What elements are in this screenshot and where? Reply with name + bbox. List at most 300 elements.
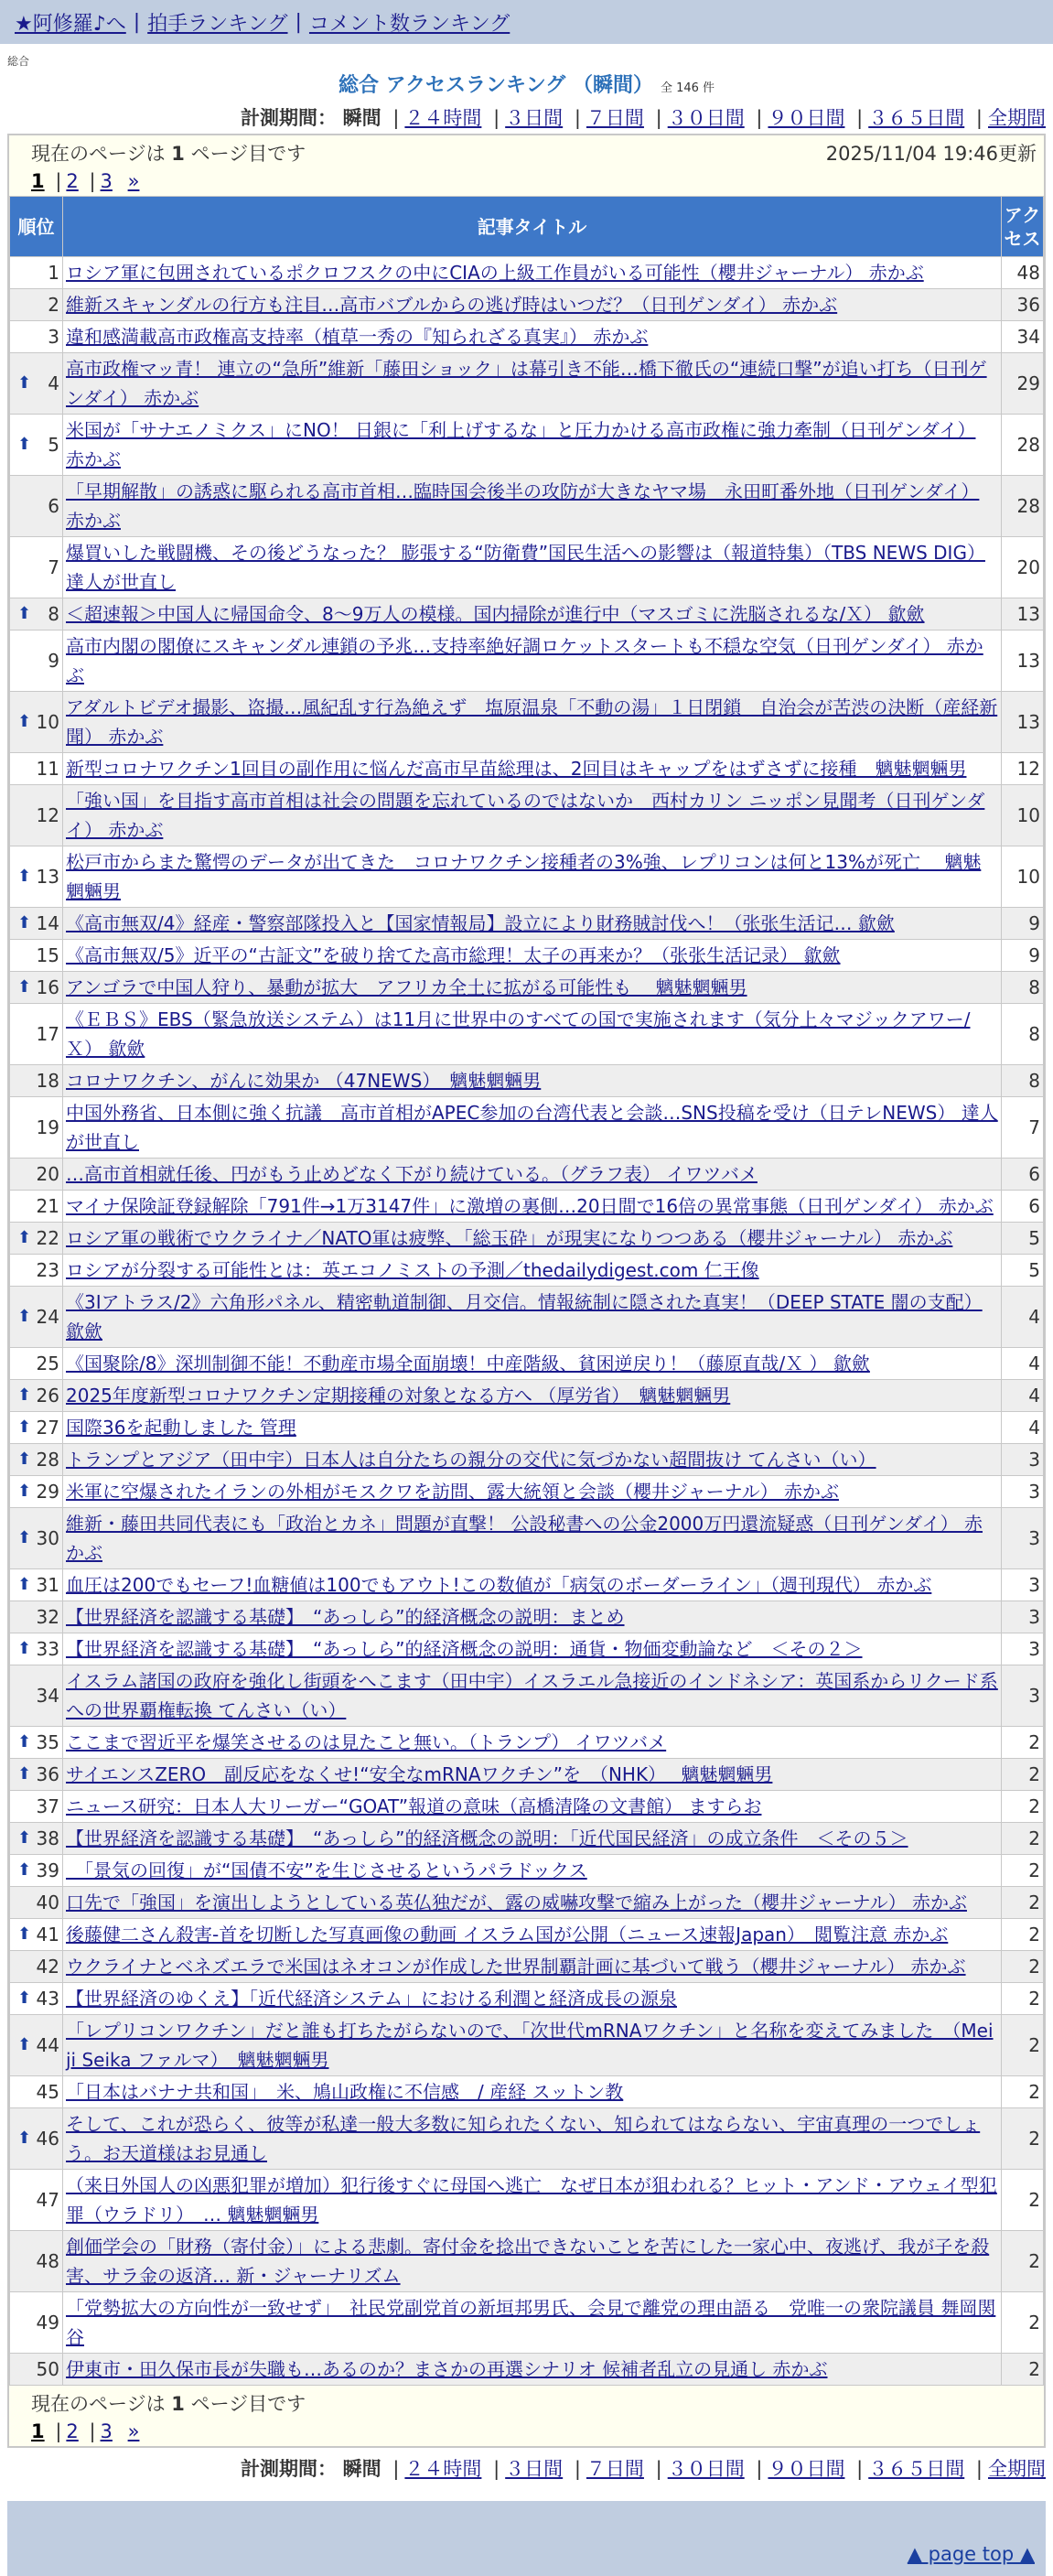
rank-up-arrow-icon: ⬆ [17, 1828, 32, 1848]
rank-up-arrow-icon: ⬆ [17, 1307, 32, 1326]
title-cell [63, 1444, 1002, 1476]
table-row [10, 2015, 1044, 2076]
pager-link-3-bottom[interactable]: 3 [100, 2420, 113, 2442]
total-count: 全 146 件 [660, 81, 715, 95]
rank-number: 38 [36, 1827, 59, 1849]
table-row [10, 353, 1044, 415]
title-cell [63, 1633, 1002, 1665]
rank-number: 41 [36, 1924, 59, 1945]
rank-up-arrow-icon: ⬆ [17, 1860, 32, 1880]
page-title-text: 総合 アクセスランキング （瞬間） [338, 74, 653, 97]
title-cell [63, 1223, 1002, 1255]
article-link[interactable]: 《ＥＢＳ》EBS（緊急放送システム）は11月に世界中のすべての国で実施されます（気分上々マジックアワー/Ｘ） 歙歛 [66, 1008, 971, 1060]
rank-cell [10, 1348, 63, 1380]
title-cell [63, 476, 1002, 537]
access-count: 2 [1002, 1855, 1044, 1887]
rank-number: 5 [48, 434, 59, 456]
current-page-number: 1 [171, 143, 185, 165]
top-navigation [0, 0, 1053, 44]
article-link[interactable]: ニュース研究：日本人大リーガー“GOAT”報道の意味（高橋清隆の文書館） ますらお [66, 1795, 762, 1817]
article-link[interactable]: 違和感満載高市政権高支持率（植草一秀の『知られざる真実』） 赤かぶ [66, 326, 649, 348]
article-link[interactable]: ウクライナとベネズエラで米国はネオコンが作成した世界制覇計画に基づいて戦う（櫻井ジャーナル） 赤かぶ [66, 1956, 966, 1978]
pager-next[interactable]: » [127, 170, 140, 192]
rank-cell [10, 1791, 63, 1823]
access-count: 4 [1002, 1412, 1044, 1444]
title-cell [63, 1823, 1002, 1855]
table-row [10, 476, 1044, 537]
title-cell [63, 1601, 1002, 1633]
article-link[interactable]: ロシアが分裂する可能性とは：英エコノミストの予測／thedailydigest.com 仁王像 [66, 1259, 759, 1281]
title-cell [63, 2108, 1002, 2170]
period-label: 計測期間： [240, 107, 337, 129]
access-count: 13 [1002, 631, 1044, 692]
rank-cell [10, 1951, 63, 1983]
rank-number: 36 [36, 1763, 59, 1785]
title-cell [63, 1887, 1002, 1919]
rank-cell [10, 753, 63, 785]
rank-cell [10, 1412, 63, 1444]
rank-up-arrow-icon: ⬆ [17, 1639, 32, 1658]
title-cell [63, 1380, 1002, 1412]
title-cell [63, 1004, 1002, 1065]
table-row [10, 785, 1044, 846]
title-cell [63, 1759, 1002, 1791]
table-row [10, 321, 1044, 353]
header-title: 記事タイトル [63, 197, 1002, 257]
rank-cell [10, 2108, 63, 2170]
article-link[interactable]: ロシア軍の戦術でウクライナ／NATO軍は疲弊、「総玉砕」が現実になりつつある（櫻井ジャーナル） 赤かぶ [66, 1227, 953, 1249]
article-link[interactable]: サイエンスZERO 副反応をなくせ!“安全なmRNAワクチン”を （NHK） 魑魅魍魎男 [66, 1763, 773, 1785]
article-link[interactable]: ここまで習近平を爆笑させるのは見たこと無い。（トランプ） イワツバメ [66, 1731, 667, 1753]
access-count: 6 [1002, 1191, 1044, 1223]
rank-cell [10, 1855, 63, 1887]
title-cell [63, 1665, 1002, 1727]
article-link[interactable]: 【世界経済を認識する基礎】 “あっしら”的経済概念の説明：「近代国民経済」の成立条件 ＜その５＞ [66, 1827, 908, 1849]
table-row [10, 2108, 1044, 2170]
rank-up-arrow-icon: ⬆ [17, 1732, 32, 1751]
article-link[interactable]: 血圧は200でもセーフ!血糖値は100でもアウト!この数値が「病気のボーダーライン」（週刊現代） 赤かぶ [66, 1574, 932, 1596]
title-cell [63, 2170, 1002, 2231]
access-count: 3 [1002, 1476, 1044, 1508]
article-link[interactable]: 【世界経済を認識する基礎】 “あっしら”的経済概念の説明：通貨・物価変動論など ＜その２＞ [66, 1638, 863, 1660]
access-count: 4 [1002, 1348, 1044, 1380]
access-count: 3 [1002, 1601, 1044, 1633]
rank-number: 23 [36, 1259, 59, 1281]
rank-number: 39 [36, 1859, 59, 1881]
rank-cell [10, 2076, 63, 2108]
period-link-3d[interactable]: ３日間 [505, 107, 564, 129]
article-link[interactable]: トランプとアジア（田中宇）日本人は自分たちの親分の交代に気づかない超間抜け てんさい（い） [66, 1449, 876, 1471]
article-link[interactable]: 後藤健二さん殺害-首を切断した写真画像の動画 イスラム国が公開（ニュース速報Japan） 閲覧注意 赤かぶ [66, 1924, 949, 1945]
table-row [10, 1444, 1044, 1476]
table-row [10, 1601, 1044, 1633]
title-cell [63, 908, 1002, 940]
nav-link-comment-ranking[interactable]: コメント数ランキング [308, 12, 510, 36]
rank-number: 21 [36, 1195, 59, 1217]
rank-number: 35 [36, 1731, 59, 1753]
rank-cell [10, 1919, 63, 1951]
access-count: 20 [1002, 537, 1044, 598]
rank-up-arrow-icon: ⬆ [17, 604, 32, 623]
access-count: 3 [1002, 1633, 1044, 1665]
rank-up-arrow-icon: ⬆ [17, 2035, 32, 2054]
rank-cell [10, 289, 63, 321]
access-count: 2 [1002, 1983, 1044, 2015]
title-cell [63, 1508, 1002, 1569]
rank-up-arrow-icon: ⬆ [17, 1450, 32, 1469]
period-link-30d[interactable]: ３０日間 [667, 107, 745, 129]
table-row [10, 1823, 1044, 1855]
header-access: アクセス [1002, 197, 1044, 257]
access-count: 2 [1002, 2076, 1044, 2108]
rank-cell [10, 940, 63, 972]
title-cell [63, 972, 1002, 1004]
access-count: 3 [1002, 1508, 1044, 1569]
rank-cell [10, 972, 63, 1004]
period-link-7d[interactable]: ７日間 [586, 107, 644, 129]
rank-up-arrow-icon: ⬆ [17, 913, 32, 932]
access-count: 29 [1002, 353, 1044, 415]
ranking-body [10, 257, 1044, 2386]
rank-cell [10, 631, 63, 692]
page-top-link[interactable]: ▲ page top ▲ [907, 2543, 1035, 2565]
article-link[interactable]: 《国聚除/8》深圳制御不能！不動産市場全面崩壊！中産階級、貧困逆戻り！（藤原直哉/Ｘ ） 歙歛 [66, 1353, 870, 1374]
rank-number: 30 [36, 1527, 59, 1549]
rank-number: 12 [36, 804, 59, 826]
title-cell [63, 289, 1002, 321]
rank-up-arrow-icon: ⬆ [17, 1385, 32, 1405]
rank-cell [10, 1159, 63, 1191]
access-count: 5 [1002, 1255, 1044, 1287]
access-count: 2 [1002, 1887, 1044, 1919]
rank-number: 13 [36, 866, 59, 888]
table-row [10, 1759, 1044, 1791]
rank-number: 29 [36, 1481, 59, 1503]
table-row [10, 257, 1044, 289]
table-row [10, 1348, 1044, 1380]
access-count: 3 [1002, 1665, 1044, 1727]
nav-separator: | [295, 10, 302, 34]
title-cell [63, 1412, 1002, 1444]
access-count: 10 [1002, 785, 1044, 846]
rank-cell [10, 353, 63, 415]
period-link-7d-bottom[interactable]: ７日間 [586, 2458, 644, 2480]
period-link-24h[interactable]: ２４時間 [404, 107, 482, 129]
rank-cell [10, 1508, 63, 1569]
rank-number: 17 [36, 1023, 59, 1045]
table-row [10, 1097, 1044, 1159]
period-link-3d-bottom[interactable]: ３日間 [505, 2458, 564, 2480]
rank-number: 1 [48, 262, 59, 284]
rank-up-arrow-icon: ⬆ [17, 867, 32, 886]
page-info-bar-bottom [9, 2386, 1044, 2446]
pager: 1 | 2 | 3 » [31, 170, 140, 192]
article-link[interactable]: 「党勢拡大の方向性が一致せず」 社民党副党首の新垣邦男氏、会見で離党の理由語る 党唯一の衆院議員 舞岡関谷 [66, 2297, 996, 2348]
rank-number: 49 [36, 2312, 59, 2333]
title-cell [63, 2292, 1002, 2354]
table-row [10, 846, 1044, 908]
rank-number: 10 [36, 711, 59, 733]
title-cell [63, 785, 1002, 846]
period-link-365d[interactable]: ３６５日間 [868, 107, 965, 129]
table-row [10, 537, 1044, 598]
article-link[interactable]: そして、これが恐らく、彼等が私達一般大多数に知られたくない、知られてはならない、宇宙真理の一つでしょう。お天道様はお見通し [66, 2113, 981, 2164]
access-count: 8 [1002, 972, 1044, 1004]
article-link[interactable]: 2025年度新型コロナワクチン定期接種の対象となる方へ （厚労省） 魑魅魍魎男 [66, 1385, 731, 1407]
rank-number: 31 [36, 1574, 59, 1596]
rank-number: 22 [36, 1227, 59, 1249]
access-count: 2 [1002, 1727, 1044, 1759]
rank-number: 27 [36, 1417, 59, 1439]
access-count: 6 [1002, 1159, 1044, 1191]
access-count: 34 [1002, 321, 1044, 353]
rank-number: 24 [36, 1306, 59, 1328]
access-count: 9 [1002, 940, 1044, 972]
period-selector: 計測期間： 瞬間 | ２４時間 | ３日間 | ７日間 | ３０日間 | ９０日間 | ３６５日間 | 全期間 [240, 107, 1046, 129]
table-row [10, 1633, 1044, 1665]
article-link[interactable]: 国際36を起動しました 管理 [66, 1417, 296, 1439]
title-cell [63, 415, 1002, 476]
period-link-30d-bottom[interactable]: ３０日間 [667, 2458, 745, 2480]
title-cell [63, 1791, 1002, 1823]
table-row [10, 972, 1044, 1004]
article-link[interactable]: 高市政権マッ青！ 連立の“急所”維新「藤田ショック」は幕引き不能…橋下徹氏の“連続口撃”が追い打ち（日刊ゲンダイ） 赤かぶ [66, 358, 987, 409]
article-link[interactable]: イスラム諸国の政府を強化し街頭をへこます（田中宇）イスラエル急接近のインドネシア：英国系からリクード系への世界覇権転換 てんさい（い） [66, 1670, 998, 1721]
table-row [10, 1569, 1044, 1601]
access-count: 2 [1002, 2354, 1044, 2386]
rank-cell [10, 2015, 63, 2076]
title-cell [63, 1348, 1002, 1380]
table-row [10, 2231, 1044, 2292]
period-link-90d[interactable]: ９０日間 [768, 107, 845, 129]
current-page-text: 現在のページは 1 ページ目です [31, 143, 306, 165]
rank-cell [10, 537, 63, 598]
rank-cell [10, 846, 63, 908]
table-row [10, 908, 1044, 940]
rank-cell [10, 598, 63, 631]
title-cell [63, 846, 1002, 908]
access-count: 2 [1002, 2015, 1044, 2076]
article-link[interactable]: 維新スキャンダルの行方も注目…高市バブルからの逃げ時はいつだ？（日刊ゲンダイ） 赤かぶ [66, 294, 838, 316]
article-link[interactable]: 「景気の回復」が“国債不安”を生じさせるというパラドックス [66, 1859, 587, 1881]
table-row [10, 1887, 1044, 1919]
table-row [10, 289, 1044, 321]
rank-up-arrow-icon: ⬆ [17, 1417, 32, 1437]
pager-link-2-bottom[interactable]: 2 [66, 2420, 79, 2442]
access-count: 12 [1002, 753, 1044, 785]
rank-cell [10, 785, 63, 846]
rank-number: 48 [36, 2250, 59, 2272]
table-row [10, 1983, 1044, 2015]
table-row [10, 1287, 1044, 1348]
rank-number: 28 [36, 1449, 59, 1471]
access-count: 36 [1002, 289, 1044, 321]
article-link[interactable]: 松戸市からまた驚愕のデータが出てきた コロナワクチン接種者の3%強、レプリコンは何と13%が死亡 魑魅魍魎男 [66, 851, 982, 902]
article-link[interactable]: 伊東市・田久保市長が失職も…あるのか？まさかの再選シナリオ 候補者乱立の見通し 赤かぶ [66, 2358, 828, 2380]
rank-cell [10, 1759, 63, 1791]
updated-timestamp: 2025/11/04 19:46更新 [825, 143, 1037, 165]
table-row [10, 1665, 1044, 1727]
article-link[interactable]: 米軍に空爆されたイランの外相がモスクワを訪問、露大統領と会談（櫻井ジャーナル） 赤かぶ [66, 1481, 839, 1503]
rank-number: 50 [36, 2358, 59, 2380]
article-link[interactable]: 「早期解散」の誘惑に駆られる高市首相…臨時国会後半の攻防が大きなヤマ場 永田町番外地（日刊ゲンダイ） 赤かぶ [66, 480, 980, 532]
period-link-all[interactable]: 全期間 [988, 107, 1046, 129]
rank-number: 47 [36, 2189, 59, 2211]
pager-next-bottom[interactable]: » [127, 2420, 140, 2442]
rank-number: 2 [48, 294, 59, 316]
rank-up-arrow-icon: ⬆ [17, 373, 32, 393]
rank-cell [10, 1983, 63, 2015]
pager-bottom: 1 | 2 | 3 » [31, 2420, 140, 2442]
rank-cell [10, 1476, 63, 1508]
pager-link-3[interactable]: 3 [100, 170, 113, 192]
ranking-table [9, 196, 1044, 2386]
table-row [10, 1855, 1044, 1887]
article-link[interactable]: 《高市無双/4》経産・警察部隊投入と【国家情報局】設立により財務賊討伐へ！（张张生活记… 歙歛 [66, 912, 895, 934]
title-cell [63, 1255, 1002, 1287]
rank-number: 25 [36, 1353, 59, 1374]
article-link[interactable]: 中国外務省、日本側に強く抗議 高市首相がAPEC参加の台湾代表と会談…SNS投稿を受け（日テレNEWS） 達人が世直し [66, 1102, 998, 1153]
table-row [10, 1004, 1044, 1065]
rank-cell [10, 2354, 63, 2386]
article-link[interactable]: 《3Iアトラス/2》六角形パネル、精密軌道制御、月交信。情報統制に隠された真実！（DEEP STATE 闇の支配） 歙歛 [66, 1291, 983, 1342]
article-link[interactable]: アンゴラで中国人狩り、暴動が拡大 アフリカ全土に拡がる可能性も 魑魅魍魎男 [66, 976, 747, 998]
rank-up-arrow-icon: ⬆ [17, 1764, 32, 1784]
access-count: 2 [1002, 2170, 1044, 2231]
access-count: 48 [1002, 257, 1044, 289]
title-cell [63, 631, 1002, 692]
period-current-bottom: 瞬間 [342, 2458, 381, 2480]
article-link[interactable]: （来日外国人の凶悪犯罪が増加）犯行後すぐに母国へ逃亡 なぜ日本が狙われる？ヒット・アンド・アウェイ型犯罪（ウラドリ） … 魑魅魍魎男 [66, 2174, 997, 2226]
article-link[interactable]: 高市内閣の閣僚にスキャンダル連鎖の予兆…支持率絶好調ロケットスタートも不穏な空気（日刊ゲンダイ） 赤かぶ [66, 635, 983, 686]
pager-current-bottom: 1 [31, 2420, 45, 2442]
access-count: 28 [1002, 415, 1044, 476]
ranking-frame [7, 134, 1046, 2448]
rank-number: 7 [48, 556, 59, 578]
access-count: 2 [1002, 1951, 1044, 1983]
rank-number: 9 [48, 650, 59, 672]
pager-link-2[interactable]: 2 [66, 170, 79, 192]
table-row [10, 1191, 1044, 1223]
article-link[interactable]: ロシア軍に包囲されているポクロフスクの中にCIAの上級工作員がいる可能性（櫻井ジャーナル） 赤かぶ [66, 262, 924, 284]
title-cell [63, 692, 1002, 753]
article-link[interactable]: 《高市無双/5》近平の“古証文”を破り捨てた高市総理！太子の再来か？（张张生活记录） 歙歛 [66, 944, 841, 966]
article-link[interactable]: 【世界経済のゆくえ】「近代経済システム」における利潤と経済成長の源泉 [66, 1988, 677, 2010]
rank-up-arrow-icon: ⬆ [17, 2129, 32, 2148]
period-link-all-bottom[interactable]: 全期間 [988, 2458, 1046, 2480]
table-row [10, 692, 1044, 753]
access-count: 8 [1002, 1065, 1044, 1097]
rank-up-arrow-icon: ⬆ [17, 1989, 32, 2008]
page-top-bar [7, 2538, 1046, 2576]
rank-number: 19 [36, 1116, 59, 1138]
article-link[interactable]: 口先で「強国」を演出しようとしている英仏独だが、露の威嚇攻撃で縮み上がった（櫻井ジャーナル） 赤かぶ [66, 1892, 967, 1913]
rank-number: 14 [36, 912, 59, 934]
access-count: 2 [1002, 1919, 1044, 1951]
article-link[interactable]: …高市首相就任後、円がもう止めどなく下がり続けている。（グラフ表） イワツバメ [66, 1163, 758, 1185]
access-count: 9 [1002, 908, 1044, 940]
table-row [10, 2170, 1044, 2231]
rank-cell [10, 1727, 63, 1759]
title-cell [63, 1097, 1002, 1159]
rank-cell [10, 1255, 63, 1287]
access-count: 10 [1002, 846, 1044, 908]
article-link[interactable]: アダルトビデオ撮影、盗撮…風紀乱す行為絶えず 塩原温泉「不動の湯」１日閉鎖 自治会が苦渋の決断（産経新聞） 赤かぶ [66, 696, 998, 748]
header-rank: 順位 [10, 197, 63, 257]
article-link[interactable]: 新型コロナワクチン1回目の副作用に悩んだ高市早苗総理は、2回目はキャップをはずさずに接種 魑魅魍魎男 [66, 758, 967, 780]
title-cell [63, 1855, 1002, 1887]
article-link[interactable]: 「日本はバナナ共和国」 米、鳩山政権に不信感 / 産経 スットン教 [66, 2081, 624, 2103]
rank-number: 26 [36, 1385, 59, 1407]
access-count: 13 [1002, 598, 1044, 631]
table-row [10, 1412, 1044, 1444]
title-cell [63, 1065, 1002, 1097]
title-cell [63, 257, 1002, 289]
period-label-bottom: 計測期間： [240, 2458, 337, 2480]
article-link[interactable]: マイナ保険証登録解除「791件→1万3147件」に激増の裏側…20日間で16倍の異常事態（日刊ゲンダイ） 赤かぶ [66, 1195, 994, 1217]
period-link-90d-bottom[interactable]: ９０日間 [768, 2458, 845, 2480]
access-count: 2 [1002, 1791, 1044, 1823]
title-cell [63, 1159, 1002, 1191]
table-row [10, 940, 1044, 972]
table-row [10, 598, 1044, 631]
access-count: 2 [1002, 1823, 1044, 1855]
rank-up-arrow-icon: ⬆ [17, 977, 32, 997]
nav-link-clap-ranking[interactable]: 拍手ランキング [147, 12, 288, 36]
article-link[interactable]: コロナワクチン、がんに効果か （47NEWS） 魑魅魍魎男 [66, 1070, 542, 1092]
rank-number: 8 [48, 603, 59, 625]
title-cell [63, 537, 1002, 598]
rank-cell [10, 2292, 63, 2354]
article-link[interactable]: 【世界経済を認識する基礎】 “あっしら”的経済概念の説明：まとめ [66, 1606, 625, 1628]
title-cell [63, 1951, 1002, 1983]
rank-number: 4 [48, 372, 59, 394]
rank-cell [10, 1823, 63, 1855]
rank-cell [10, 1065, 63, 1097]
rank-cell [10, 476, 63, 537]
table-row [10, 753, 1044, 785]
access-count: 4 [1002, 1380, 1044, 1412]
rank-up-arrow-icon: ⬆ [17, 1575, 32, 1594]
article-link[interactable]: ＜超速報＞中国人に帰国命令、8～9万人の模様。国内掃除が進行中（マスゴミに洗脳されるな/Ｘ） 歙歛 [66, 603, 925, 625]
access-count: 8 [1002, 1004, 1044, 1065]
rank-number: 46 [36, 2128, 59, 2150]
access-count: 2 [1002, 2108, 1044, 2170]
period-link-24h-bottom[interactable]: ２４時間 [404, 2458, 482, 2480]
period-link-365d-bottom[interactable]: ３６５日間 [868, 2458, 965, 2480]
rank-number: 43 [36, 1988, 59, 2010]
rank-number: 16 [36, 976, 59, 998]
pager-current: 1 [31, 170, 45, 192]
article-link[interactable]: 「レプリコンワクチン」だと誰も打ちたがらないので、「次世代mRNAワクチン」と名称を変えてみました （Meiji Seika ファルマ） 魑魅魍魎男 [66, 2020, 994, 2071]
article-link[interactable]: 爆買いした戦闘機、その後どうなった？ 膨張する“防衛費”国民生活への影響は（報道特集）（TBS NEWS DIG） 達人が世直し [66, 542, 985, 593]
rank-number: 18 [36, 1070, 59, 1092]
rank-up-arrow-icon: ⬆ [17, 435, 32, 454]
rank-number: 20 [36, 1163, 59, 1185]
table-row [10, 1255, 1044, 1287]
article-link[interactable]: 維新・藤田共同代表にも「政治とカネ」問題が直撃！ 公設秘書への公金2000万円還流疑惑（日刊ゲンダイ） 赤かぶ [66, 1513, 983, 1564]
table-row [10, 2292, 1044, 2354]
nav-link-asyura[interactable]: ★阿修羅♪へ [15, 12, 126, 36]
period-current: 瞬間 [342, 107, 381, 129]
article-link[interactable]: 創価学会の「財務（寄付金）」による悲劇。寄付金を捻出できないことを苦にした一家心中、夜逃げ、我が子を殺害、サラ金の返済… 新・ジャーナリズム [66, 2236, 990, 2287]
rank-cell [10, 908, 63, 940]
nav-separator: | [133, 10, 141, 34]
article-link[interactable]: 「強い国」を目指す高市首相は社会の問題を忘れているのではないか 西村カリン ニッポン見聞考（日刊ゲンダイ） 赤かぶ [66, 790, 985, 841]
access-count: 13 [1002, 692, 1044, 753]
table-row [10, 1223, 1044, 1255]
article-link[interactable]: 米国が「サナエノミクス」にNO！ 日銀に「利上げするな」と圧力かける高市政権に強力牽制（日刊ゲンダイ） 赤かぶ [66, 419, 976, 470]
